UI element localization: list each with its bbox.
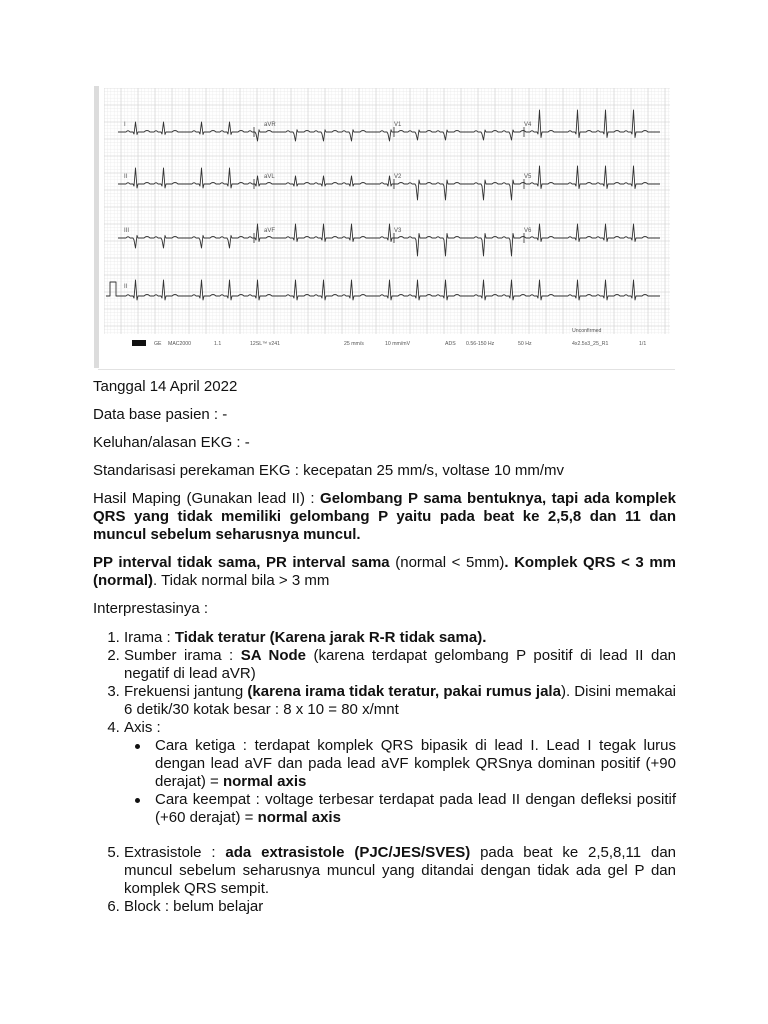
extrasistole-reason: pada beat ke 2,5,8,11 dan muncul sebelum seharusnya muncul yang ditandai dengan tidak ada gel P dan komplek QRS sempit. [124,844,677,897]
lead-label: III [124,228,130,234]
interpretation-list [93,629,676,916]
ecg-strip [104,88,670,354]
extrasistole-value: ada extrasistole (PJC/JES/SVES) [225,844,471,861]
image-border-bottom [98,369,675,370]
ecg-footer-software: 12SL™ v241 [250,341,280,347]
lead-label: V3 [394,228,402,234]
list-item-axis [124,719,676,844]
frekuensi-calc: ). Disini memakai 6 detik/30 kotak besar : 8 x 10 = 80 x/mnt [124,683,676,718]
ecg-footer-gain: 10 mm/mV [385,341,411,347]
irama-value: Tidak teratur (Karena jarak R-R tidak sama). [174,629,487,646]
ecg-footer-hz: 50 Hz [518,341,532,347]
qrs-abnormal-text: . Tidak normal bila > 3 mm [153,572,330,589]
lead-label: II [124,284,128,290]
interval-paragraph [93,554,676,590]
irama-label: Irama : [124,629,175,646]
axis-label: Axis : [124,719,161,736]
ecg-footer-device: GE [154,341,162,347]
lead-label: II [124,174,128,180]
list-item-irama [124,629,676,647]
lead-label: aVF [264,228,276,234]
hasil-maping-label: Hasil Maping (Gunakan lead II) : [93,490,321,507]
sumber-irama-reason: (karena terdapat gelombang P positif di lead II dan negatif di lead aVR) [124,647,677,682]
list-item-block [124,898,676,916]
ecg-footer-version: 1.1 [214,341,222,347]
database-line: Data base pasien : - [93,406,228,423]
lead-label: V4 [524,122,532,128]
sumber-irama-label: Sumber irama : [124,647,241,664]
axis-sublist [93,737,676,827]
date-line: Tanggal 14 April 2022 [93,378,238,395]
lead-label: V2 [394,174,402,180]
ecg-footer-ads: ADS [445,341,456,347]
ecg-footer-filter: 0.56-150 Hz [466,341,495,347]
ecg-footer-speed: 25 mm/s [344,341,364,347]
keluhan-line: Keluhan/alasan EKG : - [93,434,250,451]
qrs-text: . Komplek QRS < 3 mm (normal) [93,554,677,589]
ecg-grid [104,88,670,334]
lead-label: V6 [524,228,532,234]
ecg-footer-format: 4x2.5x3_25_R1 [572,341,609,347]
lead-label: aVR [264,122,276,128]
frekuensi-method: (karena irama tidak teratur, pakai rumus jala [247,683,561,700]
frekuensi-label: Frekuensi jantung [124,683,248,700]
hasil-maping-paragraph [93,490,676,544]
pr-normal-text: (normal < 5mm) [389,554,505,571]
ecg-footer-model: MAC2000 [168,341,192,347]
sumber-irama-value: SA Node [240,647,307,664]
lead-label: V1 [394,122,402,128]
list-item-extrasistole [124,844,676,898]
lead-label: V5 [524,174,532,180]
standarisasi-line: Standarisasi perekaman EKG : kecepatan 25 mm/s, voltase 10 mm/mv [93,462,565,479]
lead-label: aVL [264,174,275,180]
axis-keempat-text: Cara keempat : voltage terbesar terdapat pada lead II dengan defleksi positif (+60 derajat) = [155,791,676,826]
ecg-footer-unconfirmed: Unconfirmed [572,328,602,334]
list-item-sumber-irama [124,647,676,683]
axis-ketiga-text: Cara ketiga : terdapat komplek QRS bipasik di lead I. Lead I tegak lurus dengan lead aVF dan pada lead aVF komplek QRSnya dominan positif (+90 derajat) = [155,737,676,790]
pp-interval-text: PP interval tidak sama, PR interval sama [93,554,390,571]
lead-label: I [124,122,126,128]
ecg-footer-page: 1/1 [639,341,647,347]
ecg-image [94,84,675,370]
axis-ketiga-result: normal axis [222,773,307,790]
interpretation-heading: Interprestasinya : [93,600,209,617]
list-item-frekuensi [124,683,676,719]
axis-keempat-result: normal axis [257,809,341,826]
image-border-left [94,86,99,368]
document-body [93,378,676,916]
axis-point-ketiga [155,737,676,791]
black-marker [132,340,146,346]
hasil-maping-finding: Gelombang P sama bentuknya, tapi ada komplek QRS yang tidak memiliki gelombang P yaitu pada beat ke 2,5,8 dan 11 dan muncul sebelum seharusnya muncul. [93,490,676,543]
block-text: Block : belum belajar [124,898,264,915]
axis-point-keempat [155,791,676,827]
extrasistole-label: Extrasistole : [124,844,226,861]
